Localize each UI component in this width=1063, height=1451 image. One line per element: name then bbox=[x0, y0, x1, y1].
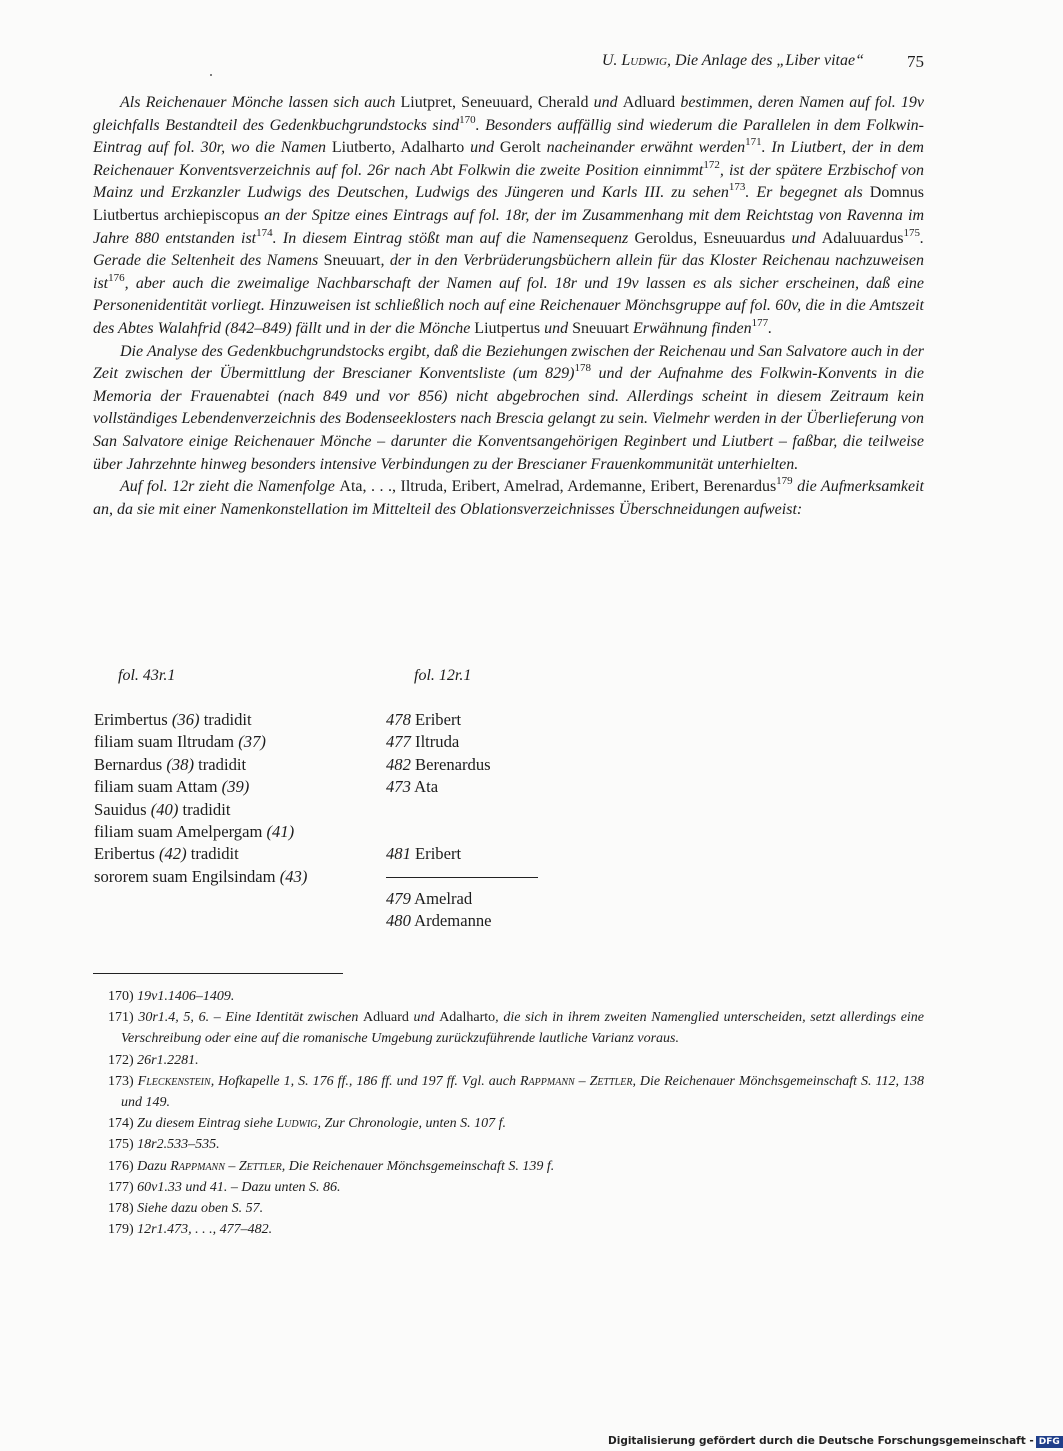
footnote-171: 171) 30r1.4, 5, 6. – Eine Identität zwischen Adluard und Adalharto, die sich in ihrem zweiten Namenglied unterscheiden, setzt allerdings eine Verschreibung oder eine auf die romanische Umgebung zurückzuführende lautliche Varianz voraus. bbox=[108, 1010, 925, 1047]
right-row: 479 Amelrad bbox=[386, 889, 473, 908]
column-divider-rule bbox=[386, 877, 538, 878]
left-row: filiam suam Iltrudam (37) bbox=[94, 732, 266, 752]
body-text bbox=[93, 92, 924, 521]
left-column-heading: fol. 43r.1 bbox=[118, 667, 176, 684]
right-row: 481 Eribert bbox=[386, 844, 462, 864]
right-row: 477 Iltruda bbox=[386, 732, 460, 752]
right-row-empty bbox=[386, 821, 491, 843]
footnote-179: 179) 12r1.473, . . ., 477–482. bbox=[108, 1222, 273, 1238]
footnote-ref: 179 bbox=[776, 475, 793, 488]
footnote-ref: 171 bbox=[745, 136, 762, 149]
footnote-177: 177) 60v1.33 und 41. – Dazu unten S. 86. bbox=[108, 1179, 341, 1195]
footnote-separator bbox=[93, 973, 343, 974]
running-title: U. Ludwig, Die Anlage des „Liber vitae“ bbox=[601, 52, 864, 69]
right-row-empty bbox=[386, 799, 491, 821]
page-number: 75 bbox=[907, 52, 924, 71]
paragraph-2: Die Analyse des Gedenkbuchgrundstocks ergibt, daß die Beziehungen zwischen der Reichenau und San Salvatore auch in der Zeit zwischen der Übermittlung der Brescianer Konventsliste (um 829)$^{178}$ und der Aufnahme des Folkwin-Konvents in die Memoria der Frauenabtei (nach 849 und vor 856) nicht abgebrochen sind. Allerdings scheint in diesem Zeitraum kein vollständiges Lebendenverzeichnis des Bodenseeklosters nach Brescia gelangt zu sein. Vielmehr werden in der Überlieferung von San Salvatore einige Reichenauer Mönche – darunter die Konventsangehörigen Reginbert und Liutbert – faßbar, die teilweise über Jahrzehnte hinweg besonders intensive Verbindungen zu der Brescianer Frauenkommunität unterhielten. bbox=[93, 342, 925, 473]
footnote-ref: 178 bbox=[574, 362, 592, 375]
footnote-ref: 174 bbox=[256, 226, 273, 239]
left-row: Sauidus (40) tradidit bbox=[94, 799, 231, 819]
footnote-178: 178) Siehe dazu oben S. 57. bbox=[108, 1201, 264, 1217]
footnote-ref: 177 bbox=[751, 316, 769, 329]
left-row: filiam suam Amelpergam (41) bbox=[94, 821, 295, 841]
left-column bbox=[94, 709, 307, 888]
left-row: filiam suam Attam (39) bbox=[94, 777, 250, 797]
footer-text: Digitalisierung gefördert durch die Deutsche Forschungsgemeinschaft - bbox=[608, 1435, 1034, 1447]
footnote-ref: 173 bbox=[728, 181, 746, 194]
footnote-174: 174) Zu diesem Eintrag siehe Ludwig, Zur Chronologie, unten S. 107 f. bbox=[108, 1116, 507, 1132]
left-row: Bernardus (38) tradidit bbox=[94, 754, 247, 774]
running-header bbox=[93, 52, 924, 78]
footnote-170: 170) 19v1.1406–1409. bbox=[108, 989, 235, 1004]
footnote-172: 172) 26r1.2281. bbox=[108, 1052, 199, 1068]
footnote-ref: 172 bbox=[703, 158, 720, 171]
right-row: 480 Ardemanne bbox=[386, 911, 492, 931]
right-row: 482 Berenardus bbox=[386, 754, 491, 774]
footnote-173: 173) Fleckenstein, Hofkapelle 1, S. 176 ff., 186 ff. und 197 ff. Vgl. auch Rappmann – Zettler, Die Reichenauer Mönchsgemeinschaft S. 112, 138 und 149. bbox=[108, 1073, 924, 1111]
left-row: Eribertus (42) tradidit bbox=[94, 844, 239, 864]
left-row: sororem suam Engilsindam (43) bbox=[94, 866, 308, 886]
paragraph-1: Als Reichenauer Mönche lassen sich auch Liutpret, Seneuuard, Cherald und Adluard bestimmen, deren Namen auf fol. 19v gleichfalls Bestandteil des Gedenkbuchgrundstocks sind$^{170}$. Besonders auffällig sind wiederum die Parallelen in dem Folkwin-Eintrag auf fol. 30r, wo die Namen Liutberto, Adalharto und Gerolt nacheinander erwähnt werden$^{171}$. In Liutbert, der in dem Reichenauer Konventsverzeichnis auf fol. 26r nach Abt Folkwin die zweite Position einnimmt$^{172}$, ist der spätere Erzbischof von Mainz und Erzkanzler Ludwigs des Deutschen, Ludwigs des Jüngeren und Karls III. zu sehen$^{173}$. Er begegnet als Domnus Liutbertus archiepiscopus an der Spitze eines Eintrags auf fol. 18r, der im Zusammenhang mit dem Reichtstag von Ravenna im Jahre 880 entstanden ist$^{174}$. In diesem Eintrag stößt man auf die Namensequenz Geroldus, Esneuuardus und Adaluuardus$^{175}$. Gerade die Seltenheit des Namens Sneuuart, der in den Verbrüderungsbüchern allein für das Kloster Reichenau nachzuweisen ist$^{176}$, aber auch die zweimalige Nachbarschaft der Namen auf fol. 18r und 19v lassen es als sicher erscheinen, daß eine Personenidentität vorliegt. Hinzuweisen ist schließlich noch auf eine Reichenauer Mönchsgruppe auf fol. 60v, die in die Amtszeit des Abtes Walahfrid (842–849) fällt und in der die Mönche Liutpertus und Sneuuart Erwähnung finden$^{177}$. bbox=[93, 94, 925, 337]
right-row: 478 Eribert bbox=[386, 710, 462, 729]
footnotes bbox=[93, 986, 924, 1240]
right-column-continued bbox=[386, 888, 492, 933]
paragraph-3: Auf fol. 12r zieht die Namenfolge Ata, . . ., Iltruda, Eribert, Amelrad, Ardemanne, Eribert, Berenardus$^{179}$ die Aufmerksamkeit an, da sie mit einer Namenkonstellation im Mittelteil des Oblationsverzeichnisses Überschneidungen aufweist: bbox=[93, 475, 925, 518]
digitization-footer bbox=[608, 1435, 1063, 1448]
footnote-176: 176) Dazu Rappmann – Zettler, Die Reichenauer Mönchsgemeinschaft S. 139 f. bbox=[108, 1158, 555, 1174]
footnote-ref: 176 bbox=[108, 271, 125, 284]
footnote-ref: 175 bbox=[903, 226, 921, 239]
right-column bbox=[386, 709, 491, 866]
right-row: 473 Ata bbox=[386, 777, 439, 797]
left-row: Erimbertus (36) tradidit bbox=[94, 710, 252, 729]
dfg-logo: DFG bbox=[1036, 1436, 1063, 1448]
footnote-ref: 170 bbox=[459, 113, 476, 126]
right-column-heading: fol. 12r.1 bbox=[414, 667, 472, 684]
footnote-175: 175) 18r2.533–535. bbox=[108, 1137, 220, 1153]
